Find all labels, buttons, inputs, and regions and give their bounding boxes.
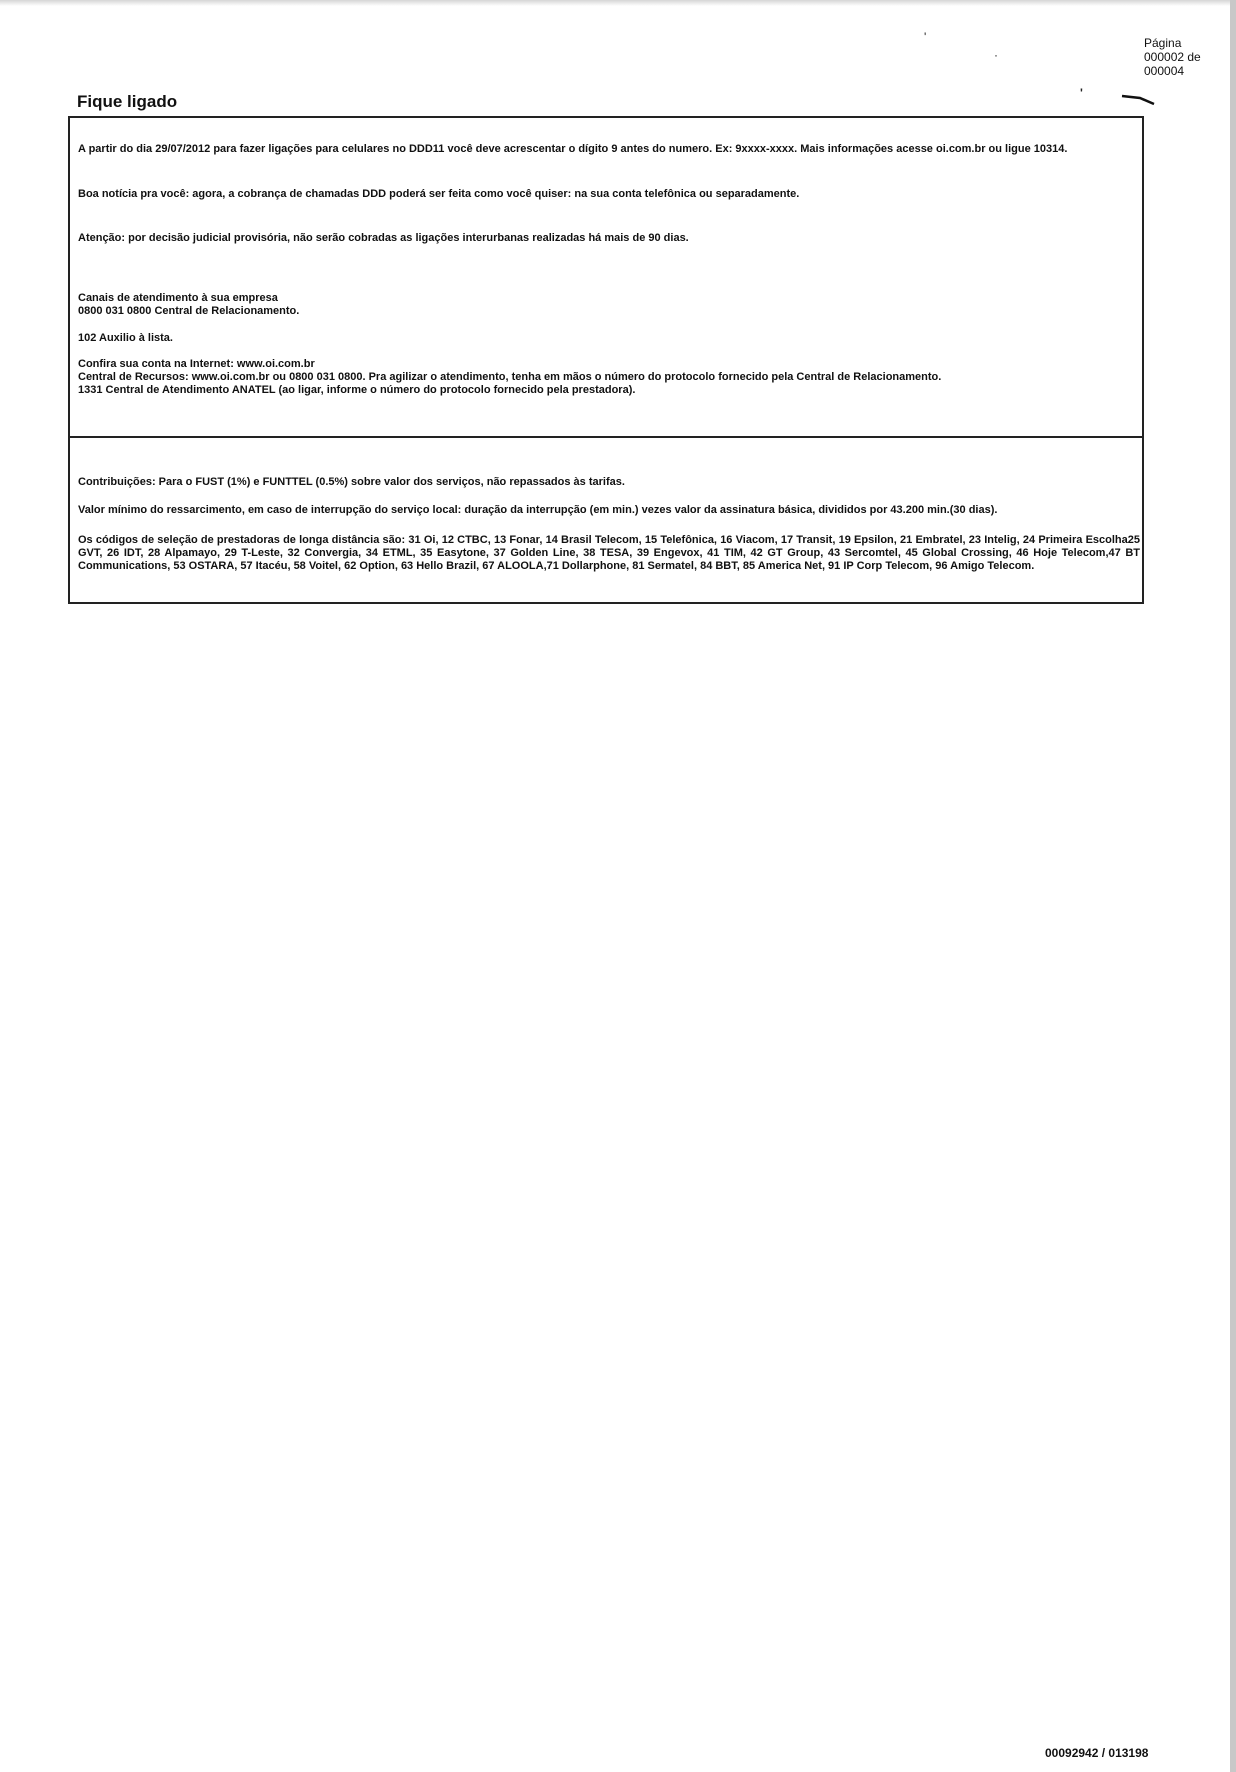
page-current: 000002 de	[1144, 50, 1201, 64]
carrier-codes: Os códigos de seleção de prestadoras de longa distância são: 31 Oi, 12 CTBC, 13 Fonar, 14 Brasil Telecom, 15 Telefônica, 16 Viacom, 17 Transit, 19 Epsilon, 21 Embratel, 23 Intelig, 24 Primeira Escolha25 GVT, 26 IDT, 28 Alpamayo, 29 T-Leste, 32 Convergia, 34 ETML, 35 Easytone, 37 Golden Line, 38 TESA, 39 Engevox, 41 TIM, 42 GT Group, 43 Sercomtel, 45 Global Crossing, 46 Hoje Telecom,47 BT Communications, 53 OSTARA, 57 Itacéu, 58 Voitel, 62 Option, 63 Hello Brazil, 67 ALOOLA,71 Dollarphone, 81 Sermatel, 84 BBT, 85 America Net, 91 IP Corp Telecom, 96 Amigo Telecom.	[78, 534, 1140, 572]
scan-speck: '	[1080, 86, 1083, 100]
scan-stroke	[1120, 92, 1156, 106]
resources-info: Central de Recursos: www.oi.com.br ou 0800 031 0800. Pra agilizar o atendimento, tenha em mãos o número do protocolo fornecido pela Central de Relacionamento.	[78, 371, 942, 383]
notice-box	[68, 116, 1144, 604]
document-number: 00092942 / 013198	[1045, 1746, 1149, 1760]
internet-info: Confira sua conta na Internet: www.oi.com.br	[78, 358, 315, 370]
scan-right-edge	[1230, 0, 1236, 1772]
notice-ddd-billing: Boa notícia pra você: agora, a cobrança de chamadas DDD poderá ser feita como você quiser: na sua conta telefônica ou separadamente.	[78, 188, 800, 200]
notice-judicial: Atenção: por decisão judicial provisória, não serão cobradas as ligações interurbanas realizadas há mais de 90 dias.	[78, 232, 689, 244]
page-title: Fique ligado	[77, 92, 178, 111]
notice-ddd11: A partir do dia 29/07/2012 para fazer ligações para celulares no DDD11 você deve acrescentar o dígito 9 antes do numero. Ex: 9xxxx-xxxx. Mais informações acesse oi.com.br ou ligue 10314.	[78, 143, 1068, 155]
channels-title: Canais de atendimento à sua empresa	[78, 292, 278, 304]
page-total: 000004	[1144, 64, 1185, 78]
scan-speck: '	[924, 30, 927, 44]
page-label: Página	[1144, 36, 1182, 50]
anatel-info: 1331 Central de Atendimento ANATEL (ao ligar, informe o número do protocolo fornecido pela prestadora).	[78, 384, 636, 396]
refund-info: Valor mínimo do ressarcimento, em caso de interrupção do serviço local: duração da interrupção (em min.) vezes valor da assinatura básica, divididos por 43.200 min.(30 dias).	[78, 504, 998, 516]
page-indicator	[1144, 36, 1201, 78]
channels-line-1: 0800 031 0800 Central de Relacionamento.	[78, 305, 300, 317]
scan-speck: ·	[994, 48, 998, 62]
channels-line-2: 102 Auxilio à lista.	[78, 332, 173, 344]
scan-top-edge	[0, 0, 1236, 6]
section-divider	[70, 436, 1142, 438]
contributions-info: Contribuições: Para o FUST (1%) e FUNTTEL (0.5%) sobre valor dos serviços, não repassados às tarifas.	[78, 476, 625, 488]
